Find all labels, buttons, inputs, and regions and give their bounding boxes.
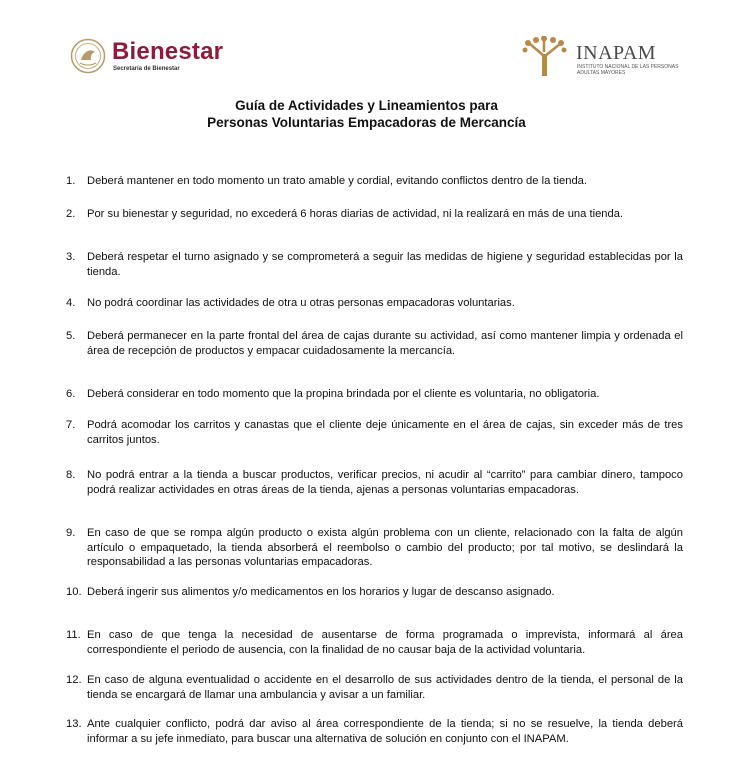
item-number: 2. bbox=[66, 208, 76, 220]
item-number: 12. bbox=[66, 674, 82, 686]
item-number: 4. bbox=[66, 297, 76, 309]
bienestar-subtitle: Secretaría de Bienestar bbox=[113, 66, 180, 72]
item-number: 11. bbox=[66, 629, 81, 641]
list-item bbox=[66, 329, 683, 358]
item-number: 10. bbox=[66, 586, 82, 598]
mexico-seal-icon bbox=[70, 38, 106, 74]
item-text: En caso de que tenga la necesidad de ausentarse de forma programada o imprevista, informará al área correspondiente el periodo de ausencia, con la finalidad de no causar baja de la actividad voluntaria. bbox=[87, 629, 683, 656]
item-text: Deberá respetar el turno asignado y se comprometerá a seguir las medidas de higiene y seguridad establecidas por la tienda. bbox=[87, 251, 683, 278]
list-item bbox=[66, 628, 683, 657]
item-number: 9. bbox=[66, 527, 76, 539]
item-text: No podrá entrar a la tienda a buscar productos, verificar precios, ni acudir al “carrito” para cambiar dinero, tampoco podrá realizar actividades en otras áreas de la tienda, ajenas a personas voluntarias empacadoras. bbox=[87, 469, 683, 496]
inapam-subtitle: INSTITUTO NACIONAL DE LAS PERSONAS ADULTAS MAYORES bbox=[577, 64, 679, 76]
item-number: 6. bbox=[66, 388, 76, 400]
item-number: 5. bbox=[66, 330, 76, 342]
list-item bbox=[66, 174, 683, 189]
item-text: Deberá mantener en todo momento un trato amable y cordial, evitando conflictos dentro de la tienda. bbox=[87, 175, 588, 187]
item-text: En caso de alguna eventualidad o accidente en el desarrollo de sus actividades dentro de la tienda, el personal de la tienda se encargará de llamar una ambulancia y avisar a un familiar. bbox=[87, 674, 683, 701]
item-number: 1. bbox=[66, 175, 76, 187]
list-item bbox=[66, 296, 683, 311]
item-text: Podrá acomodar los carritos y canastas que el cliente deje únicamente en el área de cajas, sin exceder más de tres carritos juntos. bbox=[87, 419, 683, 446]
item-text: No podrá coordinar las actividades de otra u otras personas empacadoras voluntarias. bbox=[87, 297, 515, 309]
bienestar-logo bbox=[70, 36, 240, 80]
item-number: 7. bbox=[66, 419, 76, 431]
list-item bbox=[66, 468, 683, 497]
list-item bbox=[66, 387, 683, 402]
item-text: Deberá permanecer en la parte frontal del área de cajas durante su actividad, así como mantener limpia y ordenada el área de recepción de productos y empacar cuidadosamente la mercancía. bbox=[87, 330, 683, 357]
item-text: Deberá ingerir sus alimentos y/o medicamentos en los horarios y lugar de descanso asignado. bbox=[87, 586, 555, 598]
list-item bbox=[66, 673, 683, 702]
inapam-tree-icon bbox=[522, 36, 568, 78]
list-item bbox=[66, 717, 683, 746]
item-text: Ante cualquier conflicto, podrá dar aviso al área correspondiente de la tienda; si no se resuelve, la tienda deberá informar a su jefe inmediato, para buscar una alternativa de solución en conjunto con el INAPAM. bbox=[87, 718, 683, 745]
item-text: Deberá considerar en todo momento que la propina brindada por el cliente es voluntaria, no obligatoria. bbox=[87, 388, 600, 400]
item-number: 8. bbox=[66, 469, 76, 481]
item-number: 13. bbox=[66, 718, 82, 730]
title-line-1: Guía de Actividades y Lineamientos para bbox=[235, 98, 498, 113]
list-item bbox=[66, 585, 683, 600]
list-item bbox=[66, 207, 683, 222]
inapam-wordmark: INAPAM bbox=[576, 42, 657, 64]
title-line-2: Personas Voluntarias Empacadoras de Mercancía bbox=[207, 115, 526, 130]
list-item bbox=[66, 250, 683, 279]
item-text: Por su bienestar y seguridad, no excederá 6 horas diarias de actividad, ni la realizará en más de una tienda. bbox=[87, 208, 624, 220]
bienestar-wordmark: Bienestar bbox=[112, 38, 224, 65]
document-title bbox=[0, 97, 733, 131]
list-item bbox=[66, 418, 683, 447]
item-text: En caso de que se rompa algún producto o exista algún problema con un cliente, relacionado con la falta de algún artículo o empaquetado, la tienda absorberá el reembolso o cambio del producto; por tal motivo, se deslindará la responsabilidad a las personas voluntarias empacadoras. bbox=[87, 527, 683, 568]
inapam-logo bbox=[522, 36, 682, 80]
list-item bbox=[66, 526, 683, 570]
item-number: 3. bbox=[66, 251, 76, 263]
